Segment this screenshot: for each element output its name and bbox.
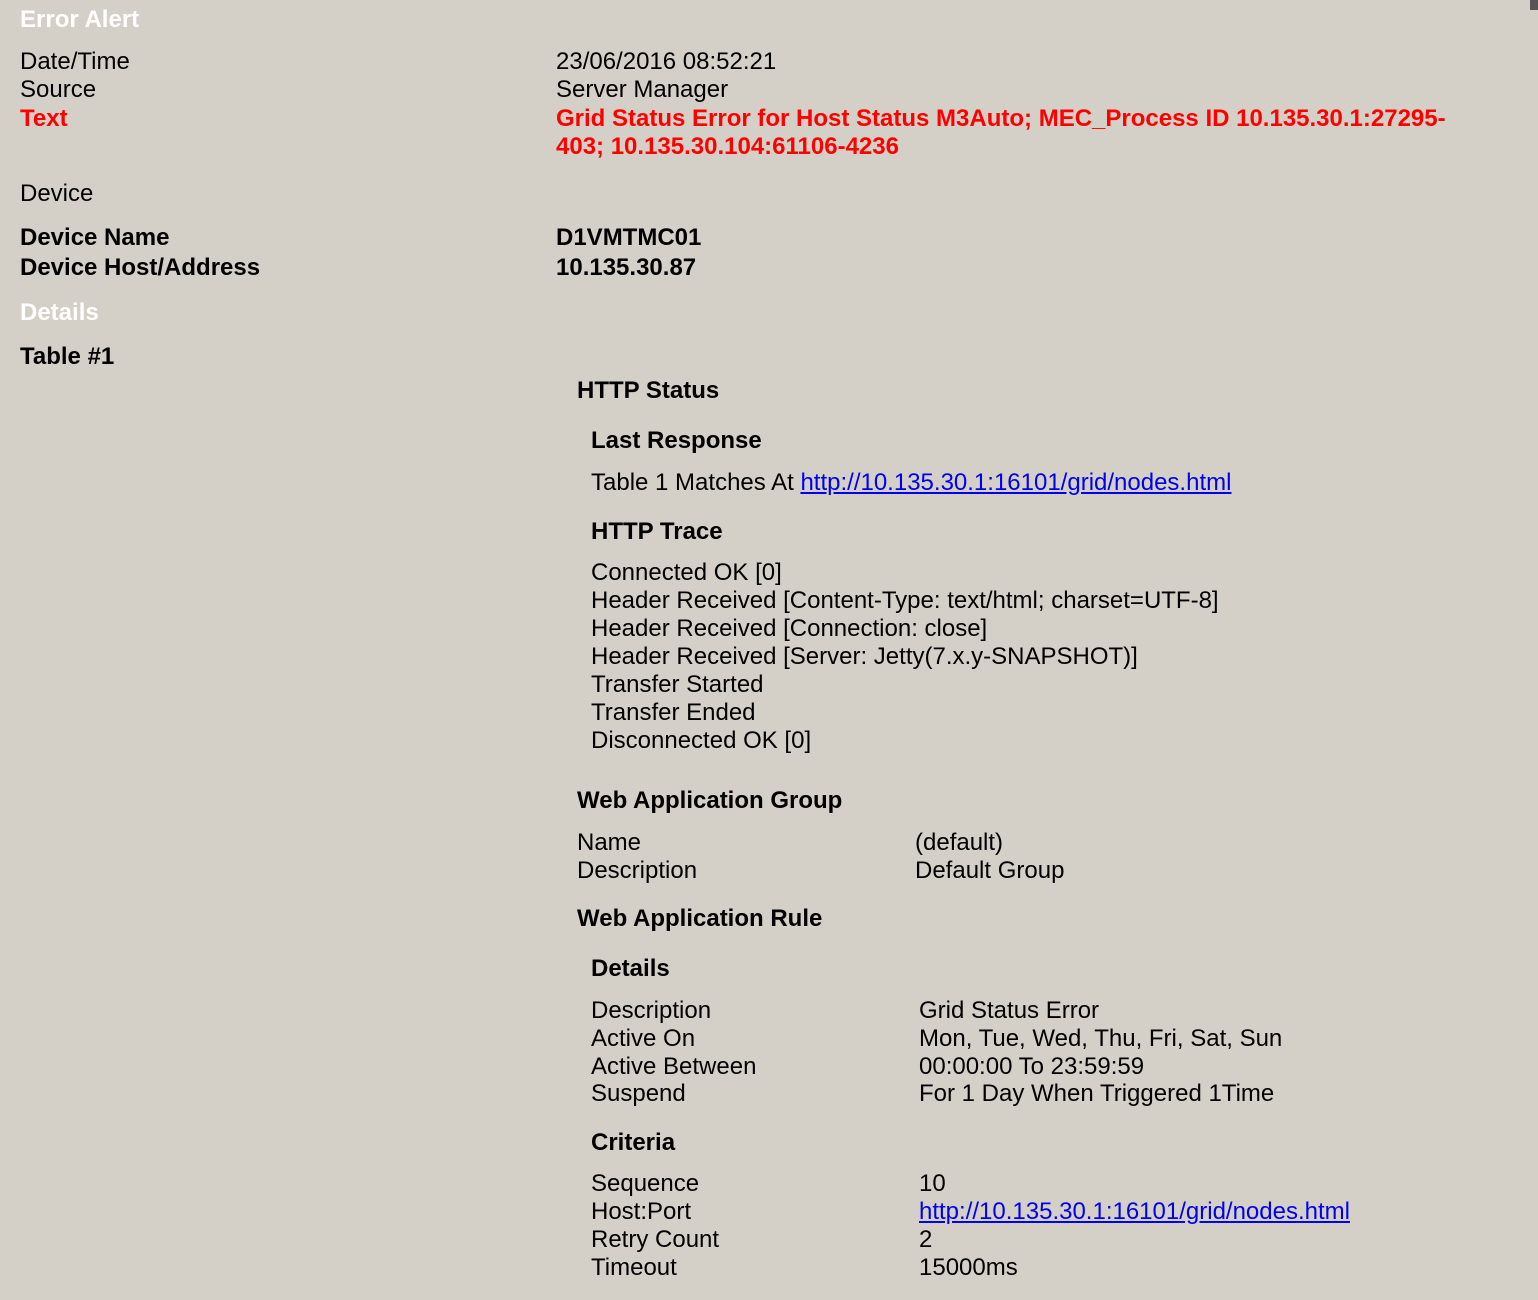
http-trace-heading: HTTP Trace <box>591 518 723 545</box>
suspend-value: For 1 Day When Triggered 1Time <box>919 1080 1275 1107</box>
device-host-label: Device Host/Address <box>20 254 261 281</box>
trace-line: Header Received [Server: Jetty(7.x.y-SNAPSHOT)] <box>591 643 1138 670</box>
active-on-label: Active On <box>591 1025 696 1052</box>
group-description-value: Default Group <box>915 857 1065 884</box>
suspend-label: Suspend <box>591 1080 686 1107</box>
http-status-heading: HTTP Status <box>577 377 720 404</box>
error-text-line-2: 403; 10.135.30.104:61106-4236 <box>556 133 899 160</box>
timeout-label: Timeout <box>591 1254 677 1281</box>
hostport-link[interactable]: http://10.135.30.1:16101/grid/nodes.html <box>919 1198 1350 1225</box>
device-name-value: D1VMTMC01 <box>556 224 702 251</box>
trace-line: Disconnected OK [0] <box>591 727 812 754</box>
timeout-value: 15000ms <box>919 1254 1018 1281</box>
last-response-heading: Last Response <box>591 427 762 454</box>
active-between-label: Active Between <box>591 1053 757 1080</box>
source-value: Server Manager <box>556 76 729 103</box>
active-between-value: 00:00:00 To 23:59:59 <box>919 1053 1145 1080</box>
trace-line: Header Received [Content-Type: text/html; charset=UTF-8] <box>591 587 1219 614</box>
criteria-heading: Criteria <box>591 1129 676 1156</box>
last-response-row <box>591 469 1231 497</box>
page-title: Error Alert <box>20 6 140 33</box>
error-text-line-1: Grid Status Error for Host Status M3Auto; MEC_Process ID 10.135.30.1:27295- <box>556 105 1446 132</box>
trace-line: Header Received [Connection: close] <box>591 615 988 642</box>
group-description-label: Description <box>577 857 698 884</box>
group-name-value: (default) <box>915 829 1004 856</box>
device-heading: Device <box>20 180 94 207</box>
active-on-value: Mon, Tue, Wed, Thu, Fri, Sat, Sun <box>919 1025 1283 1052</box>
datetime-value: 23/06/2016 08:52:21 <box>556 48 777 75</box>
last-response-text: Table 1 Matches At <box>591 469 794 496</box>
table-title: Table #1 <box>20 343 115 370</box>
trace-line: Transfer Started <box>591 671 764 698</box>
device-host-value: 10.135.30.87 <box>556 254 697 281</box>
hostport-label: Host:Port <box>591 1198 692 1225</box>
source-label: Source <box>20 76 97 103</box>
text-label: Text <box>20 105 68 132</box>
rule-description-label: Description <box>591 997 712 1024</box>
window-corner-mark <box>1530 0 1538 10</box>
web-app-rule-heading: Web Application Rule <box>577 905 823 932</box>
trace-line: Connected OK [0] <box>591 559 782 586</box>
rule-details-heading: Details <box>591 955 670 982</box>
web-app-group-heading: Web Application Group <box>577 787 843 814</box>
sequence-value: 10 <box>919 1170 946 1197</box>
details-heading: Details <box>20 299 99 326</box>
sequence-label: Sequence <box>591 1170 700 1197</box>
retry-count-label: Retry Count <box>591 1226 720 1253</box>
last-response-link[interactable]: http://10.135.30.1:16101/grid/nodes.html <box>800 469 1232 496</box>
device-name-label: Device Name <box>20 224 170 251</box>
datetime-label: Date/Time <box>20 48 130 75</box>
group-name-label: Name <box>577 829 642 856</box>
hostport-link-row <box>919 1198 1350 1226</box>
rule-description-value: Grid Status Error <box>919 997 1100 1024</box>
trace-line: Transfer Ended <box>591 699 756 726</box>
retry-count-value: 2 <box>919 1226 933 1253</box>
